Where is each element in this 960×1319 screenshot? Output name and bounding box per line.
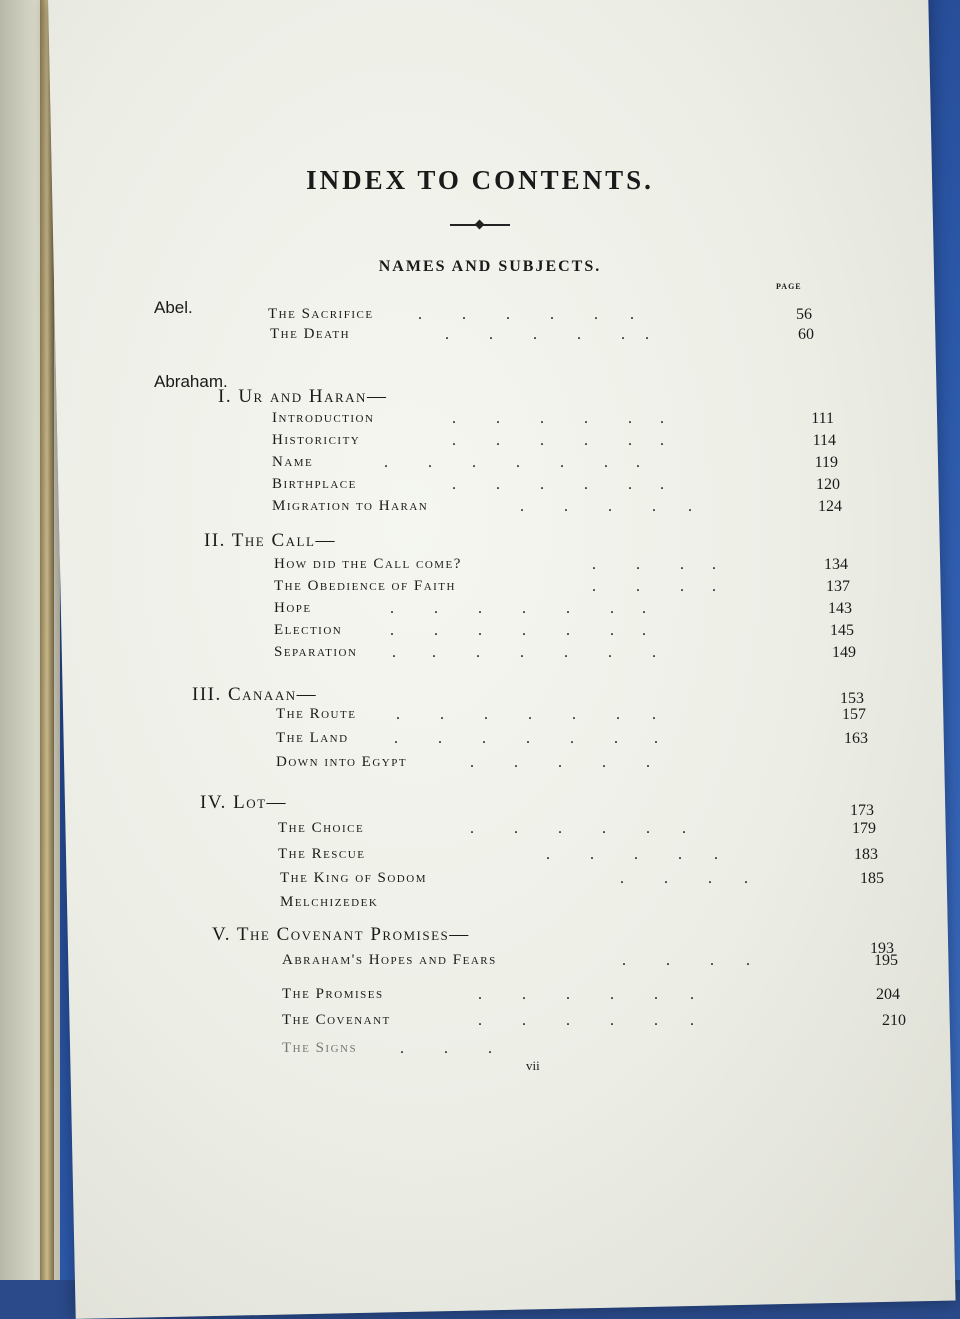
entry-label: Birthplace — [272, 476, 357, 492]
entry-page-number: 137 — [826, 578, 850, 595]
entry-page-number: 204 — [876, 986, 900, 1003]
section-page-number: 193 — [870, 940, 894, 957]
index-entry — [278, 846, 878, 868]
entry-label: Introduction — [272, 410, 375, 426]
ornament-divider — [450, 220, 510, 230]
entry-page-number: 120 — [816, 476, 840, 493]
entry-page-number: 210 — [882, 1012, 906, 1029]
index-entry — [274, 600, 852, 622]
entry-page-number: 114 — [812, 432, 836, 449]
entry-page-number: 56 — [796, 306, 812, 323]
entry-label: Hope — [274, 600, 312, 616]
entry-page-number: 149 — [832, 644, 856, 661]
index-entry — [268, 306, 828, 328]
entry-label: The King of Sodom — [280, 870, 427, 886]
leader-dots: . . . . — [622, 952, 750, 969]
leader-dots: . . . . . . — [445, 326, 649, 343]
entry-page-number: 179 — [852, 820, 876, 837]
index-entry — [276, 706, 866, 728]
leader-dots: . . . . . . . — [384, 454, 640, 471]
leader-dots: . . . . — [620, 870, 748, 887]
leader-dots: . . . . . . — [452, 410, 664, 427]
leader-dots: . . . . . . . — [390, 600, 646, 617]
entry-page-number: 163 — [844, 730, 868, 747]
entry-label: The Promises — [282, 986, 384, 1002]
index-entry — [270, 326, 830, 348]
leader-dots: . . . . . — [546, 846, 718, 863]
entry-label: Historicity — [272, 432, 361, 448]
entry-label: The Death — [270, 326, 351, 342]
entry-label: How did the Call come? — [274, 556, 462, 572]
index-entry — [274, 622, 854, 644]
entry-label: Migration to Haran — [272, 498, 429, 514]
page-folio: vii — [526, 1058, 540, 1073]
leader-dots: . . . . . . — [478, 986, 694, 1003]
index-entry — [280, 870, 884, 892]
entry-label: The Sacrifice — [268, 306, 374, 322]
leader-dots: . . . . . . . — [396, 706, 656, 723]
index-entry — [272, 432, 836, 454]
leader-dots: . . . . . . — [452, 476, 664, 493]
index-entry — [282, 1040, 842, 1062]
leader-dots: . . . . . . — [478, 1012, 694, 1029]
leader-dots: . . . . . . . — [390, 622, 646, 639]
leader-dots: . . . . . . . — [392, 644, 656, 661]
entry-page-number: 195 — [874, 952, 898, 969]
index-name-abraham: Abraham. — [154, 372, 228, 391]
index-entry — [282, 952, 898, 974]
entry-label: Election — [274, 622, 343, 638]
index-entry — [278, 820, 876, 842]
index-entry — [276, 730, 868, 752]
entry-page-number: 134 — [824, 556, 848, 573]
index-entry — [280, 894, 840, 916]
entry-page-number: 145 — [830, 622, 854, 639]
index-entry — [282, 1012, 906, 1034]
entry-label: The Route — [276, 706, 357, 722]
leader-dots: . . . . . . . — [394, 730, 658, 747]
index-entry — [272, 410, 832, 432]
index-entry — [274, 556, 848, 578]
section-heading: IV. Lot— — [200, 792, 288, 813]
leader-dots: . . . . . . — [470, 820, 686, 837]
entry-label: The Obedience of Faith — [274, 578, 456, 594]
entry-page-number: 157 — [842, 706, 866, 723]
leader-dots: . . . . . — [520, 498, 692, 515]
entry-label: The Rescue — [278, 846, 366, 862]
entry-label: Name — [272, 454, 314, 470]
entry-label: The Land — [276, 730, 349, 746]
entry-page-number: 183 — [854, 846, 878, 863]
section-heading: III. Canaan— — [192, 684, 318, 705]
entry-page-number: 60 — [798, 326, 814, 343]
leader-dots: . . . . . . — [418, 306, 634, 323]
entry-label: The Signs — [282, 1040, 358, 1056]
entry-label: Down into Egypt — [276, 754, 408, 770]
index-name-abel: Abel. — [154, 298, 193, 317]
index-entry — [282, 986, 900, 1008]
entry-label: The Choice — [278, 820, 365, 836]
section-heading: II. The Call— — [204, 530, 336, 551]
entry-label: Abraham's Hopes and Fears — [282, 952, 497, 968]
leader-dots: . . . . . . — [452, 432, 664, 449]
entry-page-number: 119 — [814, 454, 838, 471]
entry-label: The Covenant — [282, 1012, 391, 1028]
entry-page-number: 124 — [818, 498, 842, 515]
entry-page-number: 143 — [828, 600, 852, 617]
index-entry — [274, 644, 856, 666]
entry-label: Separation — [274, 644, 358, 660]
leader-dots: . . . — [400, 1040, 492, 1057]
leader-dots: . . . . — [592, 578, 716, 595]
page-title: INDEX TO CONTENTS. — [306, 165, 654, 195]
index-entry — [276, 754, 836, 776]
index-entry — [272, 454, 838, 476]
entry-page-number: 111 — [811, 410, 834, 427]
index-entry — [274, 578, 850, 600]
section-page-number: 153 — [840, 690, 864, 707]
section-subtitle: NAMES AND SUBJECTS. — [378, 258, 602, 275]
section-heading: I. Ur and Haran— — [218, 386, 388, 407]
section-page-number: 173 — [850, 802, 874, 819]
index-entry — [272, 476, 840, 498]
entry-page-number: 185 — [860, 870, 884, 887]
entry-label: Melchizedek — [280, 894, 379, 910]
leader-dots: . . . . — [592, 556, 716, 573]
page-column-heading: PAGE — [776, 282, 802, 291]
index-entry — [272, 498, 842, 520]
index-content — [100, 0, 906, 1280]
leader-dots: . . . . . — [470, 754, 650, 771]
section-heading: V. The Covenant Promises— — [212, 924, 470, 945]
